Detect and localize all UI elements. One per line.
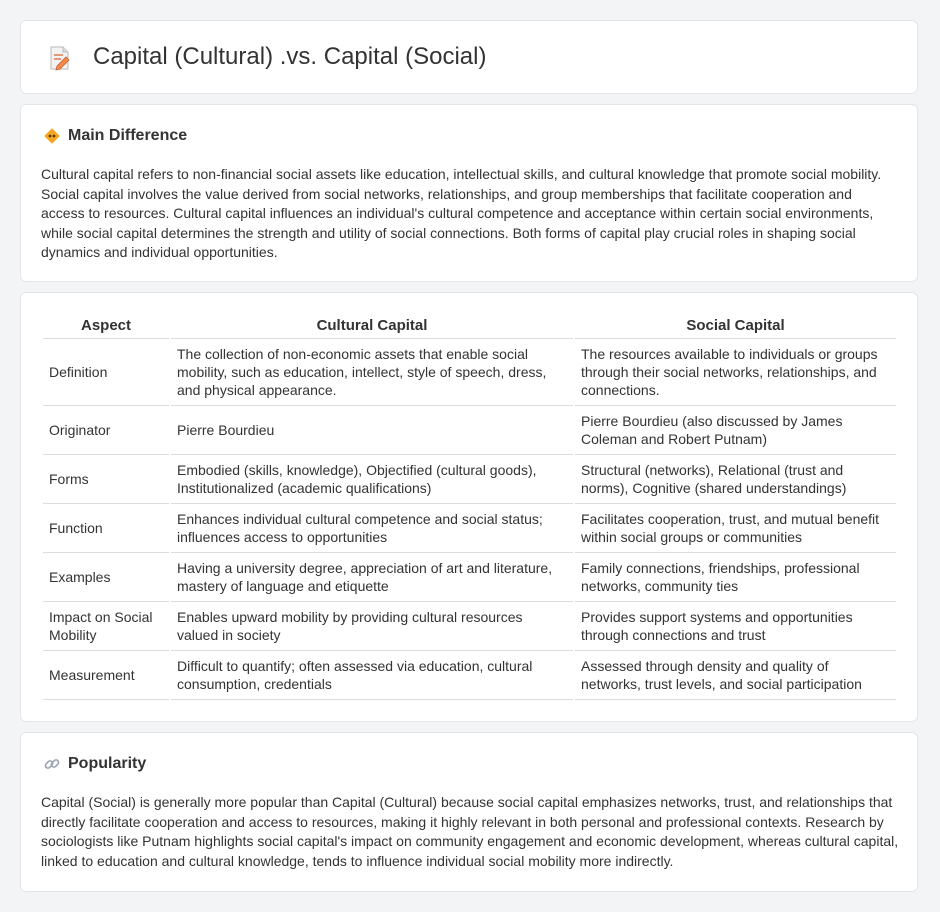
cultural-cell: Having a university degree, appreciation of art and literature, mastery of language and etiquette [171, 553, 573, 602]
header-cultural-capital: Cultural Capital [171, 315, 573, 339]
aspect-cell: Definition [43, 339, 169, 406]
social-cell: Provides support systems and opportunities through connections and trust [575, 602, 896, 651]
aspect-cell: Measurement [43, 651, 169, 700]
header-aspect: Aspect [43, 315, 169, 339]
header-social-capital: Social Capital [575, 315, 896, 339]
main-difference-header [43, 127, 187, 145]
diamond-sign-icon [43, 127, 61, 145]
table-row [43, 553, 896, 602]
cultural-cell: The collection of non-economic assets that enable social mobility, such as education, intellect, style of speech, dress, and physical appearance. [171, 339, 573, 406]
link-icon [43, 755, 61, 773]
popularity-heading: Popularity [68, 755, 147, 772]
comparison-table-card [20, 292, 918, 722]
aspect-cell: Examples [43, 553, 169, 602]
cultural-cell: Difficult to quantify; often assessed via education, cultural consumption, credentials [171, 651, 573, 700]
social-cell: Pierre Bourdieu (also discussed by James Coleman and Robert Putnam) [575, 406, 896, 455]
aspect-cell: Function [43, 504, 169, 553]
aspect-cell: Impact on Social Mobility [43, 602, 169, 651]
table-row [43, 339, 896, 406]
table-row [43, 602, 896, 651]
main-difference-card [20, 104, 918, 282]
cultural-cell: Embodied (skills, knowledge), Objectified (cultural goods), Institutionalized (academic qualifications) [171, 455, 573, 504]
popularity-text: Capital (Social) is generally more popular than Capital (Cultural) because social capital emphasizes networks, trust, and relationships that directly facilitate cooperation and access to resources, making it highly relevant in both personal and professional contexts. Research by sociologists like Putnam highlights social capital's impact on community engagement and economic development, whereas cultural capital, linked to education and cultural knowledge, tends to influence individual social mobility more indirectly. [41, 794, 899, 869]
cultural-cell: Enhances individual cultural competence and social status; influences access to opportunities [171, 504, 573, 553]
table-row [43, 651, 896, 700]
page-title: Capital (Cultural) .vs. Capital (Social) [93, 43, 487, 70]
table-row [43, 504, 896, 553]
social-cell: The resources available to individuals or groups through their social networks, relationships, and connections. [575, 339, 896, 406]
aspect-cell: Originator [43, 406, 169, 455]
cultural-cell: Enables upward mobility by providing cultural resources valued in society [171, 602, 573, 651]
table-row [43, 406, 896, 455]
popularity-card [20, 732, 918, 892]
aspect-cell: Forms [43, 455, 169, 504]
title-card [20, 20, 918, 94]
social-cell: Structural (networks), Relational (trust and norms), Cognitive (shared understandings) [575, 455, 896, 504]
document-pencil-icon [48, 45, 72, 71]
main-difference-text: Cultural capital refers to non-financial social assets like education, intellectual skills, and cultural knowledge that promote social mobility. Social capital involves the value derived from social networks, relationships, and group memberships that facilitate cooperation and access to resources. Cultural capital influences an individual's cultural competence and acceptance within certain social environments, while social capital determines the strength and utility of social connections. Both forms of capital play crucial roles in shaping social dynamics and individual opportunities. [41, 166, 882, 260]
social-cell: Family connections, friendships, professional networks, community ties [575, 553, 896, 602]
table-header-row [43, 315, 896, 339]
cultural-cell: Pierre Bourdieu [171, 406, 573, 455]
comparison-table [41, 315, 898, 700]
main-difference-heading: Main Difference [68, 127, 188, 144]
social-cell: Facilitates cooperation, trust, and mutual benefit within social groups or communities [575, 504, 896, 553]
popularity-header [43, 755, 146, 773]
social-cell: Assessed through density and quality of networks, trust levels, and social participation [575, 651, 896, 700]
table-row [43, 455, 896, 504]
